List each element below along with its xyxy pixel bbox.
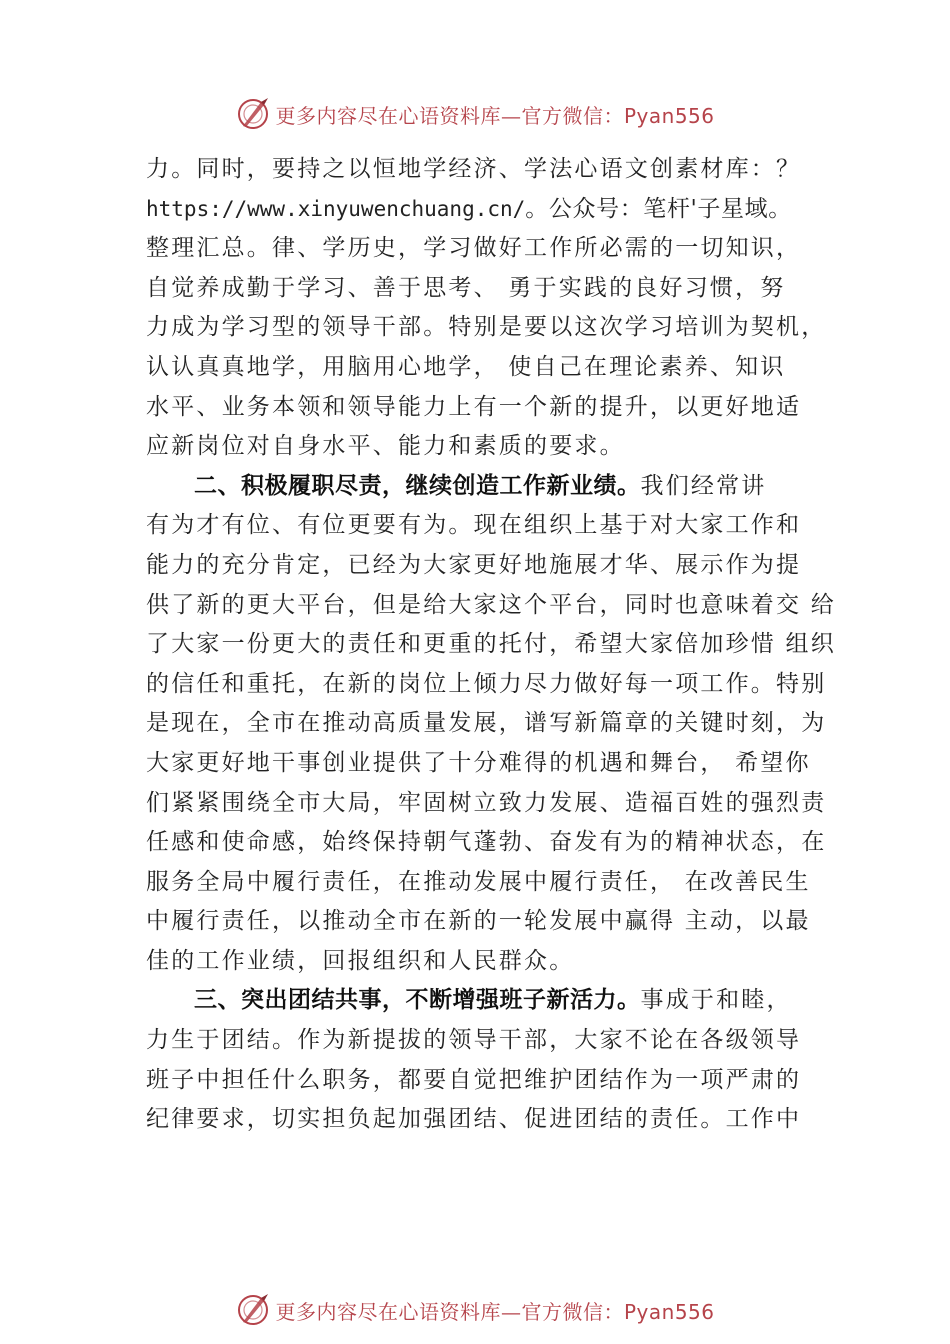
footer-banner-main: 更多内容尽在心语资料库 xyxy=(275,1299,501,1324)
text-segment: 事成于和睦， xyxy=(640,987,792,1014)
text-line: 大家更好地干事创业提供了十分难得的机遇和舞台， 希望你 xyxy=(146,749,811,776)
source-url: https://www.xinyuwenchuang.cn/ xyxy=(146,196,526,221)
text-line: 应新岗位对自身水平、能力和素质的要求。 xyxy=(146,433,625,460)
quill-pen-logo-icon xyxy=(235,1292,271,1328)
text-line: 力生于团结。作为新提拔的领导干部，大家不论在各级领导 xyxy=(146,1027,802,1054)
text-segment: 我们经常讲 xyxy=(640,472,767,499)
text-line-url xyxy=(146,190,846,230)
footer-banner xyxy=(0,1290,950,1330)
paragraph-1 xyxy=(146,150,846,467)
text-line: 整理汇总。律、学历史，学习做好工作所必需的一切知识， xyxy=(146,235,802,262)
text-line: 有为才有位、有位更要有为。现在组织上基于对大家工作和 xyxy=(146,512,802,539)
text-line: 水平、业务本领和领导能力上有一个新的提升，以更好地适 xyxy=(146,393,802,420)
footer-banner-official: 官方微信： xyxy=(521,1299,624,1324)
header-banner-wechat-id: Pyan556 xyxy=(623,103,715,128)
paragraph-3 xyxy=(146,981,846,1139)
text-line: 佳的工作业绩，回报组织和人民群众。 xyxy=(146,947,575,974)
footer-banner-dash: — xyxy=(500,1299,522,1324)
header-banner-official: 官方微信： xyxy=(521,103,624,128)
text-line: 纪律要求，切实担负起加强团结、促进团结的责任。工作中 xyxy=(146,1106,802,1133)
footer-banner-text xyxy=(275,1296,714,1325)
header-banner-text xyxy=(275,100,714,129)
paragraph-2 xyxy=(146,467,846,982)
text-line-heading xyxy=(146,467,846,507)
text-line: 供了新的更大平台，但是给大家这个平台，同时也意味着交 给 xyxy=(146,591,836,618)
text-line: 的信任和重托，在新的岗位上倾力尽力做好每一项工作。特别 xyxy=(146,670,827,697)
footer-banner-wechat-id: Pyan556 xyxy=(623,1299,715,1324)
section-heading-2: 二、积极履职尽责，继续创造工作新业绩。 xyxy=(194,472,641,499)
text-line: 认认真真地学，用脑用心地学， 使自己在理论素养、知识 xyxy=(146,353,786,380)
text-line: 是现在，全市在推动高质量发展，谱写新篇章的关键时刻，为 xyxy=(146,710,827,737)
text-line: 班子中担任什么职务，都要自觉把维护团结作为一项严肃的 xyxy=(146,1066,802,1093)
text-segment: 。公众号：笔杆'子星域。 xyxy=(525,195,792,222)
document-body xyxy=(146,150,846,1140)
text-line: 自觉养成勤于学习、善于思考、 勇于实践的良好习惯，努 xyxy=(146,274,786,301)
text-line: 力成为学习型的领导干部。特别是要以这次学习培训为契机， xyxy=(146,314,827,341)
text-line: 能力的充分肯定，已经为大家更好地施展才华、展示作为提 xyxy=(146,551,802,578)
text-line: 了大家一份更大的责任和更重的托付，希望大家倍加珍惜 组织 xyxy=(146,631,836,658)
text-line: 们紧紧围绕全市大局，牢固树立致力发展、造福百姓的强烈责 xyxy=(146,789,827,816)
section-heading-3: 三、突出团结共事，不断增强班子新活力。 xyxy=(194,987,641,1014)
text-line: 服务全局中履行责任，在推动发展中履行责任， 在改善民生 xyxy=(146,868,811,895)
text-line: 力。同时，要持之以恒地学经济、学法心语文创素材库：？ xyxy=(146,156,802,182)
quill-pen-logo-icon xyxy=(235,96,271,132)
header-banner xyxy=(0,94,950,134)
text-line: 中履行责任，以推动全市在新的一轮发展中赢得 主动，以最 xyxy=(146,908,811,935)
text-line: 任感和使命感，始终保持朝气蓬勃、奋发有为的精神状态，在 xyxy=(146,829,827,856)
header-banner-dash: — xyxy=(500,103,522,128)
text-line-heading xyxy=(146,981,846,1021)
header-banner-main: 更多内容尽在心语资料库 xyxy=(275,103,501,128)
